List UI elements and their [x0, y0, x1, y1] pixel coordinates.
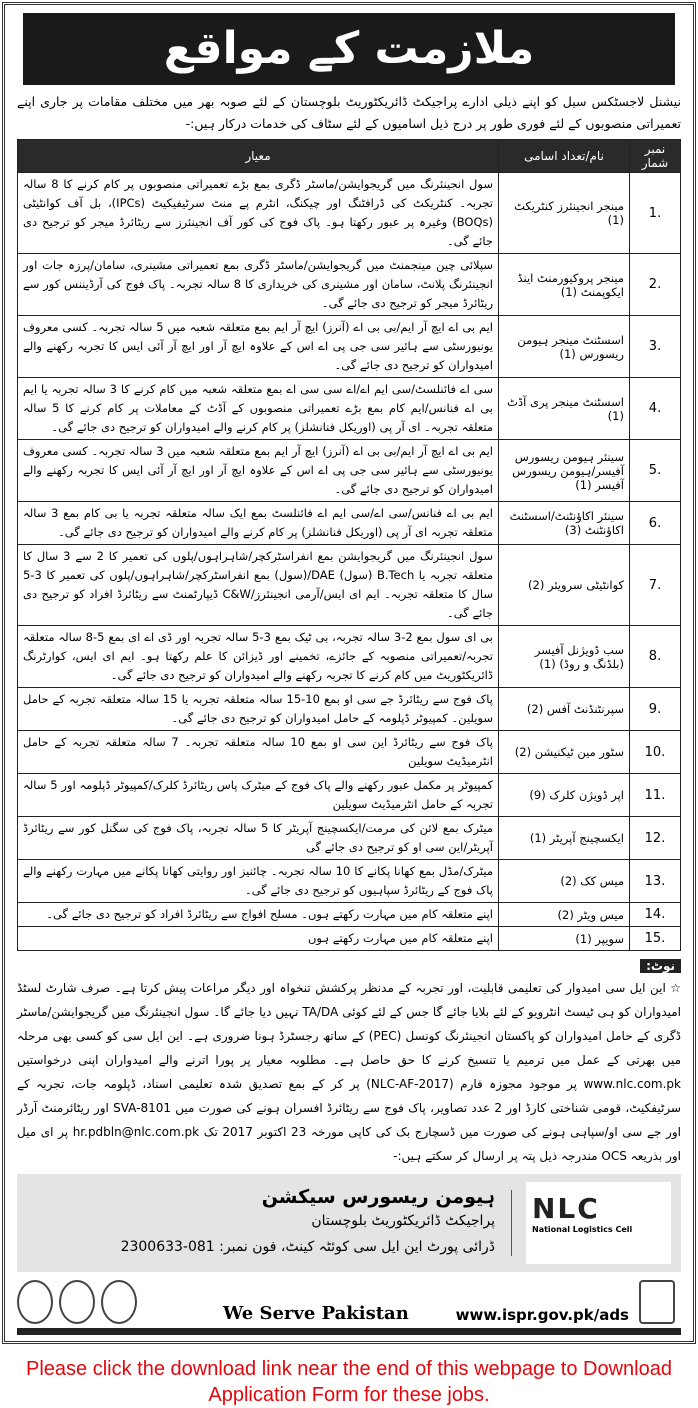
table-row [18, 378, 681, 440]
nlc-logo [526, 1182, 671, 1264]
criteria-cell: پاک فوج سے ریٹائرڈ این سی او بمع 10 سالہ متعلقہ تجربہ۔ 7 سالہ متعلقہ تجربہ کے حامل انٹرمیڈیٹ سویلین [18, 731, 499, 774]
post-cell: اسسٹنٹ مینجر ہیومن ریسورس (1) [499, 316, 630, 378]
ad-title: ملازمت کے مواقع [23, 13, 675, 85]
post-cell: اسسٹنٹ مینجر پری آڈٹ (1) [499, 378, 630, 440]
jobs-table [17, 139, 681, 951]
header-post: نام/تعداد اسامی [499, 140, 630, 173]
table-row [18, 860, 681, 903]
nlc-logo-text: NLC [532, 1192, 600, 1225]
post-cell: مینجر انجینئرز کنٹریکٹ (1) [499, 173, 630, 254]
serial-cell: 3. [630, 316, 681, 378]
table-row [18, 440, 681, 502]
table-row [18, 254, 681, 316]
table-row [18, 731, 681, 774]
post-cell: ایکسچینج آپریٹر (1) [499, 817, 630, 860]
post-cell: سویپر (1) [499, 927, 630, 951]
hr-line2: ڈرائی پورٹ این ایل سی کوئٹہ کینٹ، فون نمبر: 081-2300633 [120, 1239, 495, 1255]
serial-cell: 11. [630, 774, 681, 817]
criteria-cell: میٹرک بمع لائن کی مرمت/ایکسچینج آپریٹر کا 5 سالہ تجربہ، پاک فوج کی سگنل کور سے ریٹائرڈ آپریٹر/این سی او کو ترجیح دی جائے گی [18, 817, 499, 860]
post-cell: سب ڈویژنل آفیسر (بلڈنگ و روڈ) (1) [499, 626, 630, 688]
criteria-cell: ایم بی اے ایچ آر ایم/بی بی اے (آنرز) ایچ آر ایم بمع متعلقہ شعبہ میں 3 سالہ تجربہ۔ کسی معروف یونیورسٹی سے ہائیر سی جی پی اے اس کے علاوہ ایچ آر اور ایچ آر آئی ایس کا تجربہ رکھنے والے امیدواران کو ترجیح دی جائے گی۔ [18, 440, 499, 502]
table-row [18, 502, 681, 545]
serial-cell: 4. [630, 378, 681, 440]
serial-cell: 5. [630, 440, 681, 502]
hr-line1: پراجیکٹ ڈائریکٹوریٹ بلوچستان [311, 1213, 495, 1229]
serial-cell: 13. [630, 860, 681, 903]
serial-cell: 7. [630, 545, 681, 626]
nlc-caption: National Logistics Cell [532, 1225, 633, 1234]
note-header [17, 955, 681, 974]
notes-text: ☆ این ایل سی امیدوار کی تعلیمی قابلیت، اور تجربہ کے مدنظر پرکشش تنخواہ اور دیگر مراعات پیش کرتا ہے۔ صرف شارٹ لسٹڈ امیدواران کو ہی ٹیسٹ انٹرویو کے لئے بلایا جائے گا جس کے لئے کوئی TA/DA نہیں دیا جائے گا۔ سول انجینئرنگ میں گریجوایشن/ماسٹر ڈگری کے حامل امیدواران کو پاکستان انجینئرنگ کونسل (PEC) کے ساتھ رجسٹرڈ ہونا ضروری ہے۔ این ایل سی کو کسی بھی مرحلہ میں بھرتی کے عمل میں ترمیم یا تنسیخ کرنے کا حق حاصل ہے۔ مطلوبہ معیار پر پورا اترنے والے امیدواران اپنی درخواستیں www.nlc.com.pk پر موجود مجوزہ فارم (NLC-AF-2017) پر کر کے بمع تصدیق شدہ تعلیمی اسناد، ڈپلومہ جات، تجربہ کے سرٹیفکیٹ، قومی شناختی کارڈ اور 2 عدد تصاویر، پاک فوج سے ریٹائرڈ افسران ہونے کی صورت میں SVA-8101 اور ریٹائرمنٹ آرڈر اور جے سی او/سپاہی ہونے کی صورت میں ڈسچارج بک کی کاپی مورخہ 23 اکتوبر 2017 تک hr.pdbln@nlc.com.pk پر ای میل اور بذریعہ OCS مندرجہ ذیل پتہ پر ارسال کر سکتے ہیں:- [17, 981, 682, 1163]
criteria-cell: پاک فوج سے ریٹائرڈ جے سی او بمع 10-15 سالہ متعلقہ تجربہ یا 15 سالہ متعلقہ تجربہ کے حامل سویلین۔ کمپیوٹر ڈپلومہ کے حامل امیدواران کو ترجیح دی جائے گی۔ [18, 688, 499, 731]
post-cell: اپر ڈویژن کلرک (9) [499, 774, 630, 817]
hr-title: ہیومن ریسورس سیکشن [261, 1186, 495, 1208]
army-emblem-icon [17, 1280, 53, 1324]
criteria-cell: سی اے فائنلسٹ/سی ایم اے/اے سی سی اے بمع متعلقہ شعبہ میں کام کرنے کا 3 سالہ تجربہ یا ایم بی اے فنانس/ایم کام بمع بڑے تعمیراتی منصوبوں کے آڈٹ کے معاملات پر کام کرنے کا 5 سالہ متعلقہ تجربہ۔ ای آر پی (اوریکل فنانشلز) پر کام کرنے والے امیدواران کو ترجیح دی جائے گی۔ [18, 378, 499, 440]
download-notice: Please click the download link near the end of this webpage to Download Application Form for these jobs. [26, 1358, 672, 1406]
divider [511, 1190, 512, 1256]
post-cell: سٹور مین ٹیکنیشن (2) [499, 731, 630, 774]
serial-cell: 12. [630, 817, 681, 860]
header-criteria: معیار [18, 140, 499, 173]
criteria-cell: سول انجینئرنگ میں گریجوایشن بمع انفراسٹرکچر/شاہراہوں/پلوں کی تعمیر کا 2 سے 3 سال کا متعلقہ تجربہ یا B.Tech (سول) DAE/(سول) بمع انفراسٹرکچر/شاہراہوں/پلوں کی تعمیر کا 3-5 سال کا متعلقہ تجربہ۔ ایم ای ایس/آرمی انجینئرز/C&W ڈیپارٹمنٹ سے ریٹائرڈ افراد کو ترجیح دی جائے گی۔ [18, 545, 499, 626]
hr-address [27, 1186, 511, 1260]
criteria-cell: سول انجینئرنگ میں گریجوایشن/ماسٹر ڈگری بمع بڑے تعمیراتی منصوبوں پر کام کرنے کا 8 سالہ تجربہ۔ کنٹریکٹ کی ڈرافٹنگ اور چیکنگ، انٹرم پے منٹ سرٹیفیکیٹ (IPCs)، بل آف کوانٹیٹی (BOQs) وغیرہ پر عبور رکھتا ہو۔ پاک فوج کی کور آف انجینئرز سے ریٹائرڈ میجر کو ترجیح دی جائے گی۔ [18, 173, 499, 254]
ispr-link[interactable]: www.ispr.gov.pk/ads [455, 1306, 629, 1324]
table-row [18, 545, 681, 626]
header-serial: نمبر شمار [630, 140, 681, 173]
post-cell: سپرنٹنڈنٹ آفس (2) [499, 688, 630, 731]
serial-cell: 9. [630, 688, 681, 731]
criteria-cell: اپنے متعلقہ کام میں مہارت رکھتے ہوں۔ مسلح افواج سے ریٹائرڈ افراد کو ترجیح دی جائے گی۔ [18, 903, 499, 927]
criteria-cell: ایم بی اے ایچ آر ایم/بی بی اے (آنرز) ایچ آر ایم بمع متعلقہ شعبہ میں 5 سالہ تجربہ۔ کسی معروف یونیورسٹی سے ہائیر سی جی پی اے اس کے علاوہ ایچ آر اور ایچ آر آئی ایس کا تجربہ رکھنے والے امیدواران کو ترجیح دی جائے گی۔ [18, 316, 499, 378]
post-cell: میس کک (2) [499, 860, 630, 903]
footer-bar [17, 1280, 681, 1335]
ispr-emblem-icon [639, 1280, 675, 1324]
criteria-cell: کمپیوٹر پر مکمل عبور رکھنے والے پاک فوج کے میٹرک پاس ریٹائرڈ کلرک/کمپیوٹر ڈپلومہ اور 5 سالہ تجربہ کے حامل انٹرمیڈیٹ سویلین [18, 774, 499, 817]
table-row [18, 626, 681, 688]
serial-cell: 1. [630, 173, 681, 254]
table-row [18, 903, 681, 927]
slogan: We Serve Pakistan [223, 1303, 409, 1324]
table-row [18, 688, 681, 731]
criteria-cell: ایم بی اے فنانس/سی اے/سی ایم اے فائنلسٹ بمع ایک سالہ متعلقہ تجربہ یا بی کام بمع 3 سالہ متعلقہ تجربہ ای آر پی (اوریکل فنانشلز) پر کام کرنے والے امیدواران کو ترجیح دی جائے گی۔ [18, 502, 499, 545]
post-cell: میس ویٹر (2) [499, 903, 630, 927]
serial-cell: 10. [630, 731, 681, 774]
serial-cell: 6. [630, 502, 681, 545]
serial-cell: 8. [630, 626, 681, 688]
criteria-cell: سپلائی چین مینجمنٹ میں گریجوایشن/ماسٹر ڈگری بمع تعمیراتی مشینری، سامان/پرزہ جات اور انجینئرنگ پلانٹ، سامان اور مشینری کی خریداری کا 8 سالہ تجربہ۔ پاک فوج کی آرڈیننس کور سے ریٹائرڈ میجر کو ترجیح دی جائے گی۔ [18, 254, 499, 316]
serial-cell: 2. [630, 254, 681, 316]
serial-cell: 14. [630, 903, 681, 927]
post-cell: سینئر ہیومن ریسورس آفیسر/ہیومن ریسورس آفیسر (1) [499, 440, 630, 502]
post-cell: سینئر اکاؤنٹنٹ/اسسٹنٹ اکاؤنٹنٹ (3) [499, 502, 630, 545]
criteria-cell: اپنے متعلقہ کام میں مہارت رکھتے ہوں [18, 927, 499, 951]
post-cell: مینجر پروکیورمنٹ اینڈ ایکوپمنٹ (1) [499, 254, 630, 316]
airforce-emblem-icon [101, 1280, 137, 1324]
criteria-cell: بی ای سول بمع 2-3 سالہ تجربہ، بی ٹیک بمع 3-5 سالہ تجربہ اور ڈی اے ای بمع 5-8 سالہ متعلقہ تجربہ/تعمیراتی منصوبہ کے جائزے، تخمینے اور ڈیزائن کا علم رکھتا ہو۔ ایم ای ایس، کوارٹرنگ ڈائریکٹوریٹ میں کام کرنے کا تجربہ رکھنے والے امیدواران کو ترجیح دی جائے گی۔ [18, 626, 499, 688]
criteria-cell: میٹرک/مڈل بمع کھانا پکانے کا 10 سالہ تجربہ۔ چائنیز اور روایتی کھانا پکانے میں مہارت رکھنے والے پاک فوج کے ریٹائرڈ سپاہیوں کو ترجیح دی جائے گی۔ [18, 860, 499, 903]
post-cell: کوانٹیٹی سرویئر (2) [499, 545, 630, 626]
table-row [18, 817, 681, 860]
advertisement-frame [2, 2, 696, 1344]
table-row [18, 316, 681, 378]
contact-box [17, 1174, 681, 1272]
table-row [18, 774, 681, 817]
table-row [18, 927, 681, 951]
navy-emblem-icon [59, 1280, 95, 1324]
intro-text: نیشنل لاجسٹکس سیل کو اپنے ذیلی ادارے پراجیکٹ ڈائریکٹوریٹ بلوچستان کے لئے صوبہ بھر میں مختلف مقامات پر جاری اپنے تعمیراتی منصوبوں کے لئے فوری طور پر درج ذیل اسامیوں کے لئے سٹاف کی خدمات درکار ہیں:- [17, 94, 681, 131]
note-label: نوٹ: [640, 959, 681, 973]
serial-cell: 15. [630, 927, 681, 951]
table-row [18, 173, 681, 254]
